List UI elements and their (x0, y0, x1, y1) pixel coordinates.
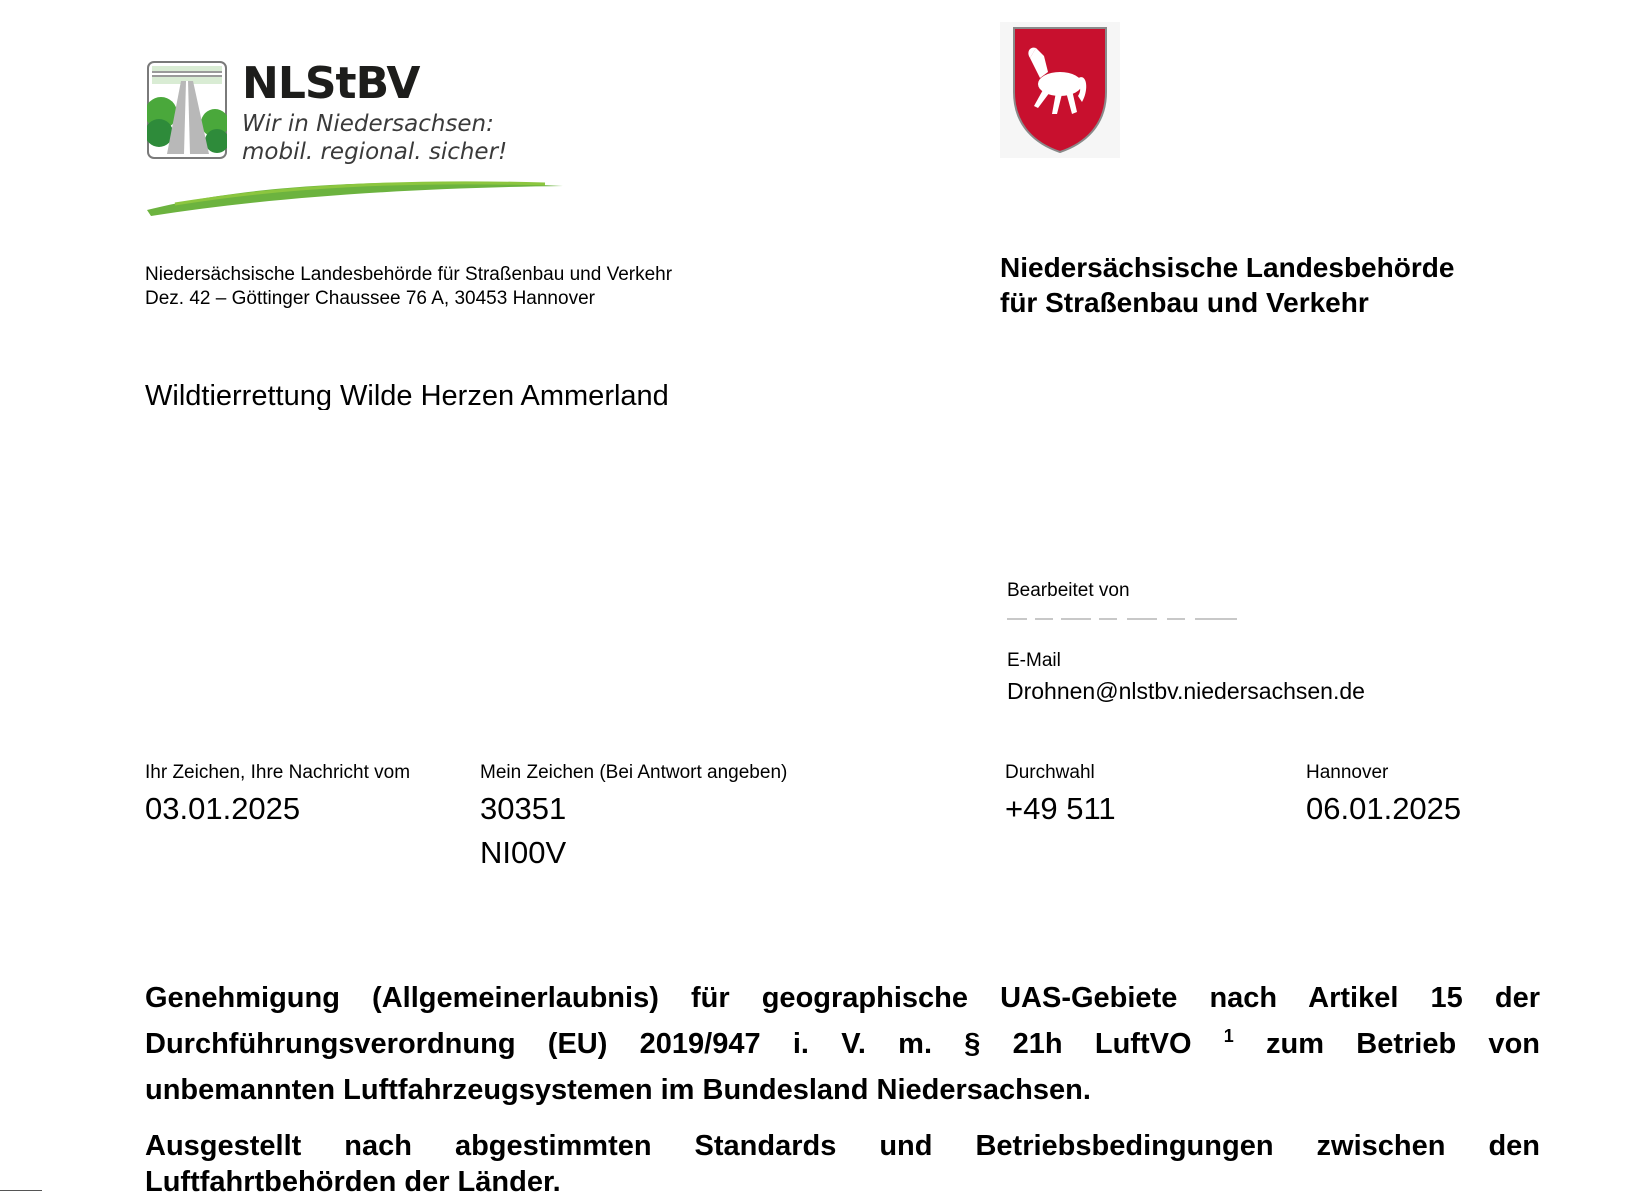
your-ref-label: Ihr Zeichen, Ihre Nachricht vom (145, 762, 411, 783)
my-ref-label: Mein Zeichen (Bei Antwort angeben) (480, 762, 788, 783)
processed-by-label: Bearbeitet von (1007, 580, 1130, 601)
subject-line2b: zum Betrieb von (1266, 1028, 1540, 1060)
sender-line1: Niedersächsische Landesbehörde für Straßenbau und Verkehr (145, 264, 673, 285)
logo-swoosh-icon (145, 166, 565, 218)
redacted-name (1007, 608, 1237, 614)
my-ref-value-2: NI00V (480, 835, 567, 870)
sender-line2: Dez. 42 – Göttinger Chaussee 76 A, 30453 Hannover (145, 288, 595, 309)
logo-slogan (242, 110, 507, 166)
logo-slogan-line2: mobil. regional. sicher! (242, 139, 508, 165)
subheading-line1: Ausgestellt nach abgestimmten Standards und Betriebsbedingungen zwischen den (145, 1130, 1540, 1162)
subheading-line2: Luftfahrtbehörden der Länder. (145, 1166, 561, 1198)
authority-line1: Niedersächsische Landesbehörde (1000, 252, 1455, 283)
email-value[interactable]: Drohnen@nlstbv.niedersachsen.de (1007, 678, 1365, 704)
phone-value: +49 511 (1005, 791, 1116, 826)
nlstbv-logo-icon (147, 61, 227, 159)
authority-line2: für Straßenbau und Verkehr (1000, 287, 1369, 318)
email-label: E-Mail (1007, 650, 1061, 671)
footnote-mark[interactable]: 1 (1223, 1026, 1234, 1046)
subject-line1: Genehmigung (Allgemeinerlaubnis) für geographische UAS-Gebiete nach Artikel 15 der (145, 982, 1540, 1014)
authority-name (1000, 250, 1454, 320)
fold-mark (0, 1190, 42, 1191)
your-ref-value: 03.01.2025 (145, 791, 301, 826)
letter-date: 06.01.2025 (1306, 791, 1462, 826)
subject-line2a: Durchführungsverordnung (EU) 2019/947 i. V. m. § 21h LuftVO (145, 1028, 1192, 1060)
sender-address (145, 263, 672, 311)
subject-line3: unbemannten Luftfahrzeugsystemen im Bundesland Niedersachsen. (145, 1074, 1091, 1106)
subject-heading (145, 975, 1540, 1113)
logo-wordmark: NLStBV (242, 58, 420, 109)
subject-line2 (145, 1021, 1540, 1067)
recipient-name: Wildtierrettung Wilde Herzen Ammerland (145, 380, 669, 410)
logo-slogan-line1: Wir in Niedersachsen: (242, 111, 494, 137)
my-ref-value-1: 30351 (480, 791, 567, 826)
subject-subheading (145, 1128, 1540, 1200)
place-label: Hannover (1306, 762, 1389, 783)
phone-label: Durchwahl (1005, 762, 1095, 783)
coat-of-arms-icon (1000, 22, 1120, 158)
